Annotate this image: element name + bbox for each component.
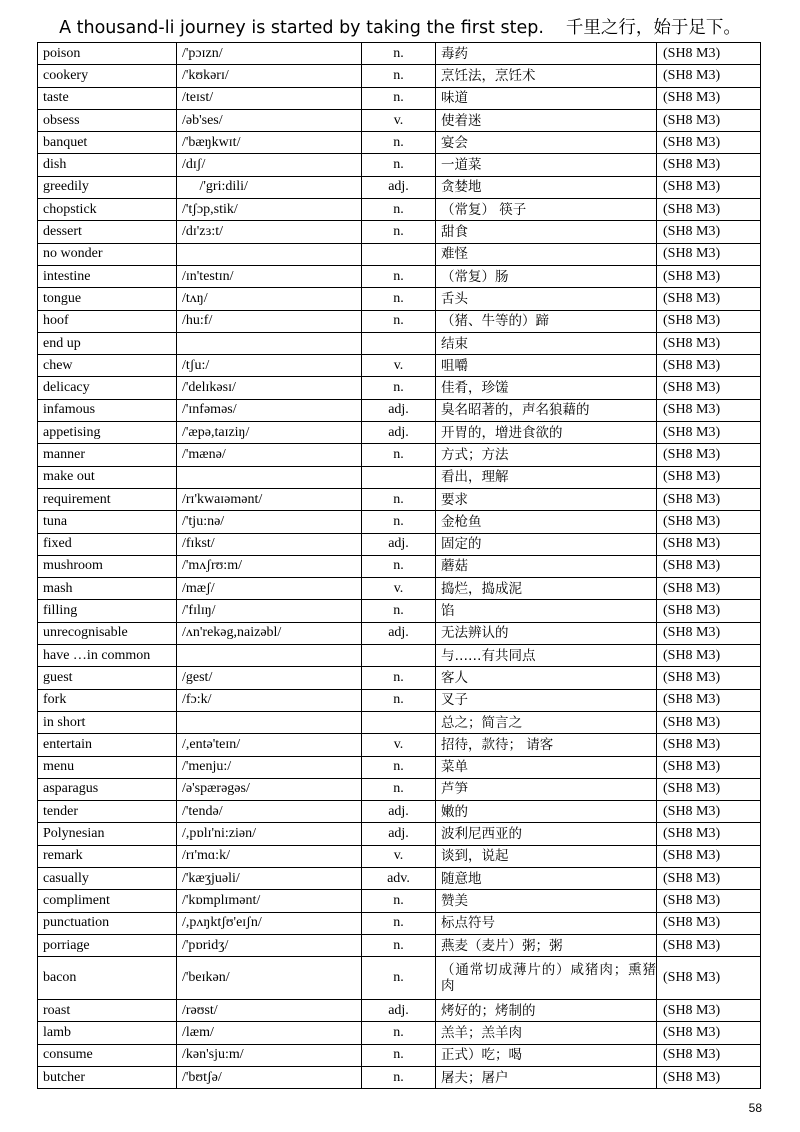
phonetic-cell: /'æpə,taɪziŋ/ — [177, 422, 362, 444]
meaning-cell: 馅 — [436, 600, 657, 622]
part-of-speech-cell: n. — [362, 488, 436, 510]
part-of-speech-cell: n. — [362, 221, 436, 243]
source-cell: (SH8 M3) — [657, 711, 761, 733]
word-cell: no wonder — [38, 243, 177, 265]
meaning-cell: 招待，款待； 请客 — [436, 734, 657, 756]
source-cell: (SH8 M3) — [657, 645, 761, 667]
phonetic-cell: /tʃu:/ — [177, 355, 362, 377]
word-cell: intestine — [38, 265, 177, 287]
part-of-speech-cell: adj. — [362, 823, 436, 845]
part-of-speech-cell: n. — [362, 555, 436, 577]
source-cell: (SH8 M3) — [657, 87, 761, 109]
table-row — [38, 199, 761, 221]
phonetic-cell: /ɪn'testɪn/ — [177, 265, 362, 287]
word-cell: porriage — [38, 934, 177, 956]
source-cell: (SH8 M3) — [657, 1044, 761, 1066]
part-of-speech-cell: n. — [362, 1022, 436, 1044]
meaning-cell: （猪、牛等的）蹄 — [436, 310, 657, 332]
meaning-cell: 菜单 — [436, 756, 657, 778]
part-of-speech-cell — [362, 711, 436, 733]
source-cell: (SH8 M3) — [657, 957, 761, 1000]
table-row — [38, 288, 761, 310]
table-row — [38, 221, 761, 243]
word-cell: cookery — [38, 65, 177, 87]
word-cell: end up — [38, 332, 177, 354]
table-row — [38, 778, 761, 800]
source-cell: (SH8 M3) — [657, 199, 761, 221]
phonetic-cell: /læm/ — [177, 1022, 362, 1044]
source-cell: (SH8 M3) — [657, 778, 761, 800]
phonetic-cell: /rɪ'kwaɪəmənt/ — [177, 488, 362, 510]
table-row — [38, 399, 761, 421]
phonetic-cell: /'delɪkəsɪ/ — [177, 377, 362, 399]
word-cell: fork — [38, 689, 177, 711]
phonetic-cell: /'mʌʃrʊ:m/ — [177, 555, 362, 577]
part-of-speech-cell: adj. — [362, 622, 436, 644]
table-row — [38, 711, 761, 733]
word-cell: tongue — [38, 288, 177, 310]
source-cell: (SH8 M3) — [657, 332, 761, 354]
meaning-cell: （常复）肠 — [436, 265, 657, 287]
source-cell: (SH8 M3) — [657, 422, 761, 444]
phonetic-cell: /rəʊst/ — [177, 1000, 362, 1022]
part-of-speech-cell: n. — [362, 132, 436, 154]
table-row — [38, 578, 761, 600]
word-cell: mash — [38, 578, 177, 600]
table-row — [38, 957, 761, 1000]
meaning-cell: 咀嚼 — [436, 355, 657, 377]
part-of-speech-cell: n. — [362, 43, 436, 65]
meaning-cell: 方式；方法 — [436, 444, 657, 466]
table-row — [38, 87, 761, 109]
part-of-speech-cell: n. — [362, 154, 436, 176]
table-row — [38, 756, 761, 778]
table-row — [38, 310, 761, 332]
meaning-cell: 赞美 — [436, 890, 657, 912]
part-of-speech-cell — [362, 645, 436, 667]
meaning-cell: 叉子 — [436, 689, 657, 711]
phonetic-cell: /teɪst/ — [177, 87, 362, 109]
table-row — [38, 867, 761, 889]
part-of-speech-cell: n. — [362, 934, 436, 956]
phonetic-cell: /'tʃɔp,stik/ — [177, 199, 362, 221]
word-cell: asparagus — [38, 778, 177, 800]
source-cell: (SH8 M3) — [657, 399, 761, 421]
meaning-cell: 舌头 — [436, 288, 657, 310]
table-row — [38, 1022, 761, 1044]
source-cell: (SH8 M3) — [657, 265, 761, 287]
phonetic-cell: /'beɪkən/ — [177, 957, 362, 1000]
word-cell: unrecognisable — [38, 622, 177, 644]
table-row — [38, 734, 761, 756]
word-cell: Polynesian — [38, 823, 177, 845]
phonetic-cell: /'menju:/ — [177, 756, 362, 778]
phonetic-cell: /ə'spærəgəs/ — [177, 778, 362, 800]
word-cell: greedily — [38, 176, 177, 198]
part-of-speech-cell: n. — [362, 1067, 436, 1089]
part-of-speech-cell: adj. — [362, 176, 436, 198]
phonetic-cell: /,pʌŋktʃʊ'eɪʃn/ — [177, 912, 362, 934]
meaning-cell: 金枪鱼 — [436, 511, 657, 533]
table-row — [38, 422, 761, 444]
word-cell: requirement — [38, 488, 177, 510]
table-row — [38, 466, 761, 488]
table-row — [38, 533, 761, 555]
part-of-speech-cell: v. — [362, 355, 436, 377]
table-row — [38, 488, 761, 510]
table-row — [38, 1044, 761, 1066]
part-of-speech-cell: n. — [362, 600, 436, 622]
phonetic-cell: /dɪʃ/ — [177, 154, 362, 176]
part-of-speech-cell: n. — [362, 377, 436, 399]
meaning-cell: 谈到，说起 — [436, 845, 657, 867]
word-cell: remark — [38, 845, 177, 867]
meaning-cell: 总之；简言之 — [436, 711, 657, 733]
phonetic-cell: /'fɪlɪŋ/ — [177, 600, 362, 622]
meaning-cell: 烤好的；烤制的 — [436, 1000, 657, 1022]
meaning-cell: 无法辨认的 — [436, 622, 657, 644]
table-row — [38, 511, 761, 533]
meaning-cell: 嫩的 — [436, 801, 657, 823]
source-cell: (SH8 M3) — [657, 578, 761, 600]
part-of-speech-cell: n. — [362, 778, 436, 800]
table-row — [38, 645, 761, 667]
word-cell: chew — [38, 355, 177, 377]
part-of-speech-cell: v. — [362, 578, 436, 600]
source-cell: (SH8 M3) — [657, 288, 761, 310]
source-cell: (SH8 M3) — [657, 466, 761, 488]
source-cell: (SH8 M3) — [657, 622, 761, 644]
source-cell: (SH8 M3) — [657, 377, 761, 399]
part-of-speech-cell — [362, 243, 436, 265]
word-cell: guest — [38, 667, 177, 689]
meaning-cell: 一道菜 — [436, 154, 657, 176]
phonetic-cell — [177, 466, 362, 488]
word-cell: fixed — [38, 533, 177, 555]
part-of-speech-cell: adj. — [362, 1000, 436, 1022]
source-cell: (SH8 M3) — [657, 444, 761, 466]
part-of-speech-cell — [362, 332, 436, 354]
part-of-speech-cell: v. — [362, 845, 436, 867]
meaning-cell: 使着迷 — [436, 109, 657, 131]
part-of-speech-cell: adj. — [362, 533, 436, 555]
table-row — [38, 801, 761, 823]
word-cell: casually — [38, 867, 177, 889]
phonetic-cell: /,entə'teɪn/ — [177, 734, 362, 756]
part-of-speech-cell: n. — [362, 689, 436, 711]
word-cell: butcher — [38, 1067, 177, 1089]
phonetic-cell: /fɔ:k/ — [177, 689, 362, 711]
source-cell: (SH8 M3) — [657, 310, 761, 332]
phonetic-cell: /gest/ — [177, 667, 362, 689]
meaning-cell: 烹饪法，烹饪术 — [436, 65, 657, 87]
table-row — [38, 823, 761, 845]
source-cell: (SH8 M3) — [657, 1067, 761, 1089]
meaning-cell: 羔羊；羔羊肉 — [436, 1022, 657, 1044]
meaning-cell: 看出，理解 — [436, 466, 657, 488]
source-cell: (SH8 M3) — [657, 1000, 761, 1022]
meaning-cell: 蘑菇 — [436, 555, 657, 577]
meaning-cell: 客人 — [436, 667, 657, 689]
source-cell: (SH8 M3) — [657, 667, 761, 689]
source-cell: (SH8 M3) — [657, 132, 761, 154]
phonetic-cell: /'bʊtʃə/ — [177, 1067, 362, 1089]
phonetic-cell: /'gri:dili/ — [177, 176, 362, 198]
source-cell: (SH8 M3) — [657, 221, 761, 243]
table-row — [38, 355, 761, 377]
word-cell: chopstick — [38, 199, 177, 221]
table-row — [38, 243, 761, 265]
table-row — [38, 934, 761, 956]
vocabulary-table — [37, 42, 761, 1089]
table-row — [38, 176, 761, 198]
phonetic-cell: /'kɒmplɪmənt/ — [177, 890, 362, 912]
table-row — [38, 65, 761, 87]
meaning-cell: （通常切成薄片的）咸猪肉；熏猪肉 — [436, 957, 657, 1000]
word-cell: infamous — [38, 399, 177, 421]
word-cell: appetising — [38, 422, 177, 444]
meaning-cell: 与……有共同点 — [436, 645, 657, 667]
word-cell: poison — [38, 43, 177, 65]
word-cell: filling — [38, 600, 177, 622]
phonetic-cell: /fɪkst/ — [177, 533, 362, 555]
meaning-cell: 结束 — [436, 332, 657, 354]
word-cell: taste — [38, 87, 177, 109]
table-row — [38, 444, 761, 466]
table-row — [38, 132, 761, 154]
part-of-speech-cell: n. — [362, 957, 436, 1000]
source-cell: (SH8 M3) — [657, 65, 761, 87]
part-of-speech-cell: n. — [362, 667, 436, 689]
word-cell: make out — [38, 466, 177, 488]
meaning-cell: 臭名昭著的，声名狼藉的 — [436, 399, 657, 421]
table-row — [38, 912, 761, 934]
part-of-speech-cell: adv. — [362, 867, 436, 889]
phonetic-cell: /rɪ'mɑ:k/ — [177, 845, 362, 867]
word-cell: manner — [38, 444, 177, 466]
meaning-cell: 味道 — [436, 87, 657, 109]
part-of-speech-cell: n. — [362, 890, 436, 912]
phonetic-cell — [177, 243, 362, 265]
meaning-cell: 标点符号 — [436, 912, 657, 934]
table-row — [38, 845, 761, 867]
table-row — [38, 377, 761, 399]
phonetic-cell: /ʌn'rekəg,naizəbl/ — [177, 622, 362, 644]
phonetic-cell: /'ɪnfəməs/ — [177, 399, 362, 421]
part-of-speech-cell: v. — [362, 109, 436, 131]
part-of-speech-cell: n. — [362, 265, 436, 287]
phonetic-cell: /kən'sju:m/ — [177, 1044, 362, 1066]
phonetic-cell: /tʌŋ/ — [177, 288, 362, 310]
phonetic-cell: /'tendə/ — [177, 801, 362, 823]
part-of-speech-cell: v. — [362, 734, 436, 756]
word-cell: menu — [38, 756, 177, 778]
vocabulary-table-body — [38, 43, 761, 1089]
page-number: 58 — [748, 1101, 762, 1115]
source-cell: (SH8 M3) — [657, 243, 761, 265]
part-of-speech-cell — [362, 466, 436, 488]
part-of-speech-cell: adj. — [362, 801, 436, 823]
source-cell: (SH8 M3) — [657, 1022, 761, 1044]
table-row — [38, 555, 761, 577]
table-row — [38, 1000, 761, 1022]
meaning-cell: 屠夫；屠户 — [436, 1067, 657, 1089]
table-row — [38, 890, 761, 912]
table-row — [38, 1067, 761, 1089]
source-cell: (SH8 M3) — [657, 890, 761, 912]
word-cell: roast — [38, 1000, 177, 1022]
word-cell: obsess — [38, 109, 177, 131]
word-cell: punctuation — [38, 912, 177, 934]
meaning-cell: 开胃的，增进食欲的 — [436, 422, 657, 444]
table-row — [38, 667, 761, 689]
table-row — [38, 332, 761, 354]
meaning-cell: 随意地 — [436, 867, 657, 889]
part-of-speech-cell: n. — [362, 511, 436, 533]
phonetic-cell — [177, 332, 362, 354]
word-cell: tuna — [38, 511, 177, 533]
phonetic-cell: /'kʊkərɪ/ — [177, 65, 362, 87]
table-row — [38, 622, 761, 644]
table-row — [38, 689, 761, 711]
table-row — [38, 154, 761, 176]
part-of-speech-cell: n. — [362, 912, 436, 934]
header-chinese-proverb: 千里之行，始于足下。 — [565, 18, 741, 38]
source-cell: (SH8 M3) — [657, 176, 761, 198]
source-cell: (SH8 M3) — [657, 867, 761, 889]
table-row — [38, 109, 761, 131]
phonetic-cell: /mæʃ/ — [177, 578, 362, 600]
phonetic-cell: /əb'ses/ — [177, 109, 362, 131]
source-cell: (SH8 M3) — [657, 511, 761, 533]
meaning-cell: 固定的 — [436, 533, 657, 555]
meaning-cell: 波利尼西亚的 — [436, 823, 657, 845]
source-cell: (SH8 M3) — [657, 912, 761, 934]
source-cell: (SH8 M3) — [657, 845, 761, 867]
meaning-cell: 难怪 — [436, 243, 657, 265]
word-cell: lamb — [38, 1022, 177, 1044]
meaning-cell: 毒药 — [436, 43, 657, 65]
source-cell: (SH8 M3) — [657, 934, 761, 956]
phonetic-cell: /,pɒlɪ'ni:ziən/ — [177, 823, 362, 845]
phonetic-cell: /'kæʒjuəli/ — [177, 867, 362, 889]
source-cell: (SH8 M3) — [657, 43, 761, 65]
source-cell: (SH8 M3) — [657, 355, 761, 377]
meaning-cell: 芦笋 — [436, 778, 657, 800]
table-row — [38, 600, 761, 622]
meaning-cell: 正式）吃；喝 — [436, 1044, 657, 1066]
part-of-speech-cell: n. — [362, 199, 436, 221]
word-cell: entertain — [38, 734, 177, 756]
meaning-cell: （常复） 筷子 — [436, 199, 657, 221]
part-of-speech-cell: n. — [362, 65, 436, 87]
phonetic-cell: /hu:f/ — [177, 310, 362, 332]
source-cell: (SH8 M3) — [657, 109, 761, 131]
source-cell: (SH8 M3) — [657, 756, 761, 778]
word-cell: dessert — [38, 221, 177, 243]
phonetic-cell: /'pɔɪzn/ — [177, 43, 362, 65]
word-cell: compliment — [38, 890, 177, 912]
part-of-speech-cell: adj. — [362, 422, 436, 444]
source-cell: (SH8 M3) — [657, 801, 761, 823]
phonetic-cell: /'mænə/ — [177, 444, 362, 466]
word-cell: consume — [38, 1044, 177, 1066]
part-of-speech-cell: adj. — [362, 399, 436, 421]
source-cell: (SH8 M3) — [657, 823, 761, 845]
source-cell: (SH8 M3) — [657, 555, 761, 577]
part-of-speech-cell: n. — [362, 756, 436, 778]
table-row — [38, 265, 761, 287]
header-english-proverb: A thousand-li journey is started by taking the first step. — [59, 18, 544, 38]
meaning-cell: 宴会 — [436, 132, 657, 154]
phonetic-cell: /'tju:nə/ — [177, 511, 362, 533]
part-of-speech-cell: n. — [362, 288, 436, 310]
meaning-cell: 燕麦（麦片）粥；粥 — [436, 934, 657, 956]
word-cell: banquet — [38, 132, 177, 154]
word-cell: dish — [38, 154, 177, 176]
part-of-speech-cell: n. — [362, 87, 436, 109]
part-of-speech-cell: n. — [362, 310, 436, 332]
word-cell: tender — [38, 801, 177, 823]
word-cell: bacon — [38, 957, 177, 1000]
meaning-cell: 甜食 — [436, 221, 657, 243]
page-header — [0, 14, 800, 39]
word-cell: in short — [38, 711, 177, 733]
phonetic-cell — [177, 645, 362, 667]
word-cell: hoof — [38, 310, 177, 332]
phonetic-cell: /'pɒridʒ/ — [177, 934, 362, 956]
phonetic-cell: /'bæŋkwɪt/ — [177, 132, 362, 154]
word-cell: mushroom — [38, 555, 177, 577]
source-cell: (SH8 M3) — [657, 689, 761, 711]
part-of-speech-cell: n. — [362, 1044, 436, 1066]
table-row — [38, 43, 761, 65]
meaning-cell: 佳肴，珍馐 — [436, 377, 657, 399]
meaning-cell: 贪婪地 — [436, 176, 657, 198]
source-cell: (SH8 M3) — [657, 600, 761, 622]
part-of-speech-cell: n. — [362, 444, 436, 466]
meaning-cell: 要求 — [436, 488, 657, 510]
word-cell: delicacy — [38, 377, 177, 399]
source-cell: (SH8 M3) — [657, 488, 761, 510]
word-cell: have …in common — [38, 645, 177, 667]
source-cell: (SH8 M3) — [657, 533, 761, 555]
source-cell: (SH8 M3) — [657, 734, 761, 756]
phonetic-cell: /dɪ'zɜ:t/ — [177, 221, 362, 243]
meaning-cell: 捣烂，捣成泥 — [436, 578, 657, 600]
source-cell: (SH8 M3) — [657, 154, 761, 176]
phonetic-cell — [177, 711, 362, 733]
